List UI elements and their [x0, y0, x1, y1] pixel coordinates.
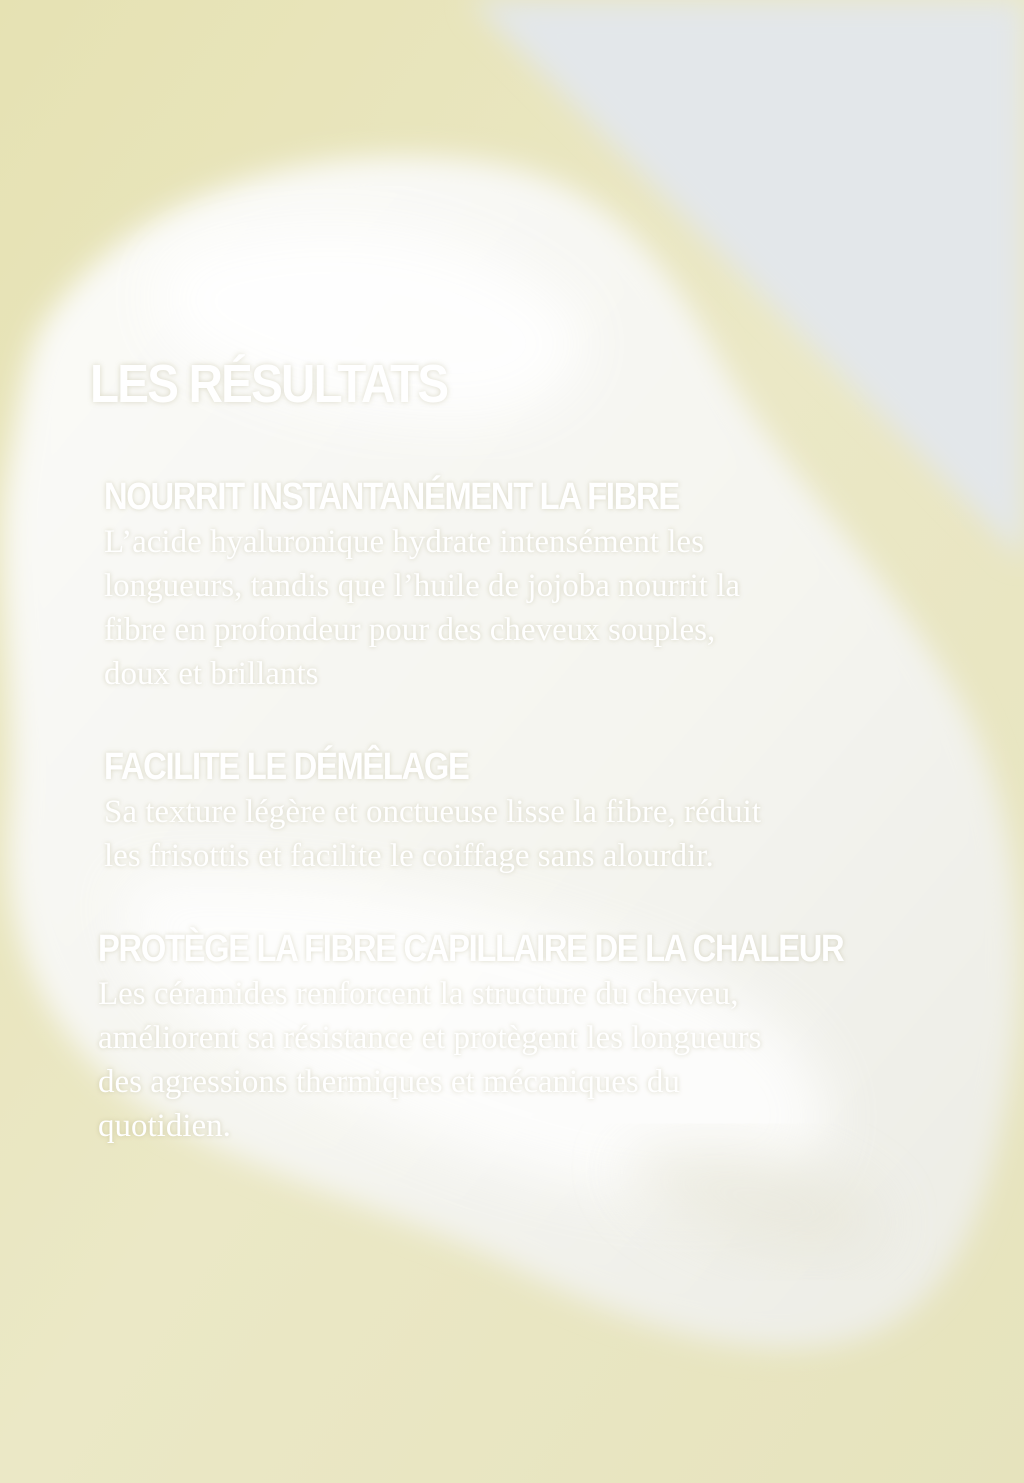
section-body: Sa texture légère et onctueuse lisse la fibre, réduit les frisottis et facilite le coiffage sans alourdir. [104, 794, 761, 874]
result-section-nourish [104, 474, 772, 696]
section-heading: FACILITE LE DÉMÊLAGE [104, 746, 469, 788]
page-title: LES RÉSULTATS [90, 354, 448, 414]
section-heading: PROTÈGE LA FIBRE CAPILLAIRE DE LA CHALEUR [98, 928, 844, 970]
result-section-heat-protect [98, 926, 965, 1148]
section-body: Les céramides renforcent la structure du cheveu, améliorent sa résistance et protègent les longueurs des agressions thermiques et mécaniques du quotidien. [98, 976, 762, 1144]
section-heading: NOURRIT INSTANTANÉMENT LA FIBRE [104, 476, 679, 518]
result-section-detangle [104, 744, 761, 878]
section-body: L’acide hyaluronique hydrate intensément les longueurs, tandis que l’huile de jojoba nourrit la fibre en profondeur pour des cheveux souples, doux et brillants [104, 524, 741, 692]
